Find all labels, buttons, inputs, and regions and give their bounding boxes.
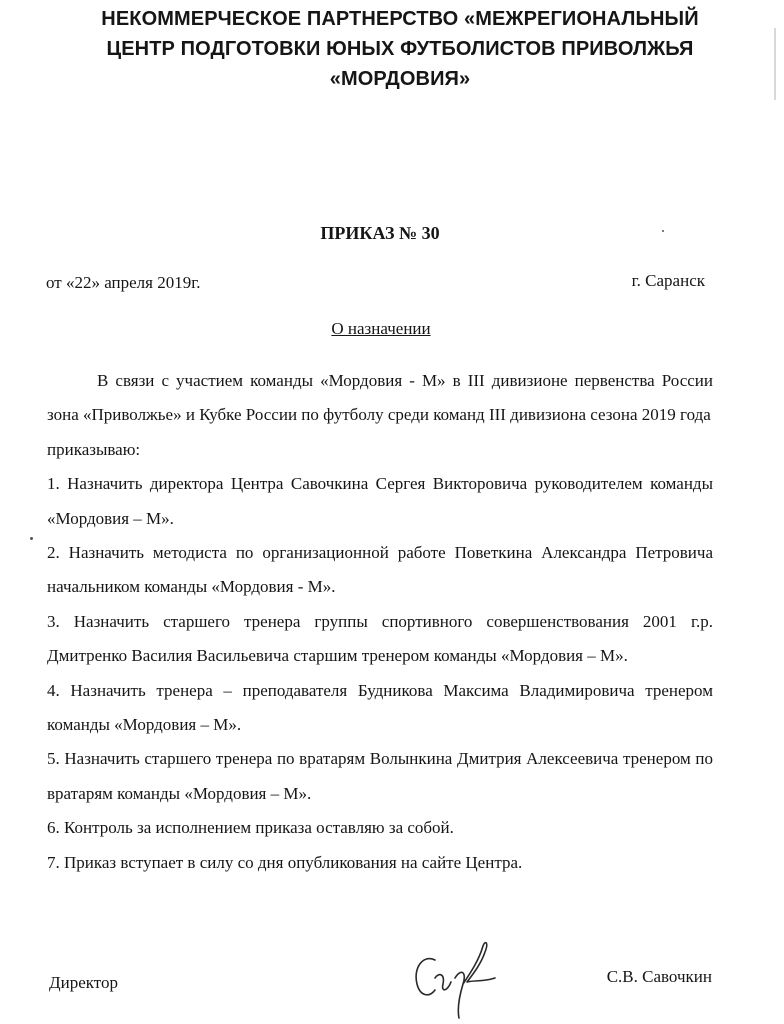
order-city: г. Саранск (631, 271, 705, 290)
scan-speck (662, 230, 664, 232)
organization-name-line-1: НЕКОММЕРЧЕСКОЕ ПАРТНЕРСТВО «МЕЖРЕГИОНАЛЬНЫЙ (101, 8, 699, 30)
organization-header (40, 4, 760, 94)
order-item-6: 6. Контроль за исполнением приказа оставляю за собой. (47, 818, 454, 838)
order-title: ПРИКАЗ № 30 (320, 223, 440, 243)
decree-word: приказываю: (47, 439, 141, 459)
organization-name-line-2: ЦЕНТР ПОДГОТОВКИ ЮНЫХ ФУТБОЛИСТОВ ПРИВОЛЖЬЯ (106, 38, 694, 60)
order-item-7: 7. Приказ вступает в силу со дня опубликования на сайте Центра. (47, 852, 523, 872)
organization-name-line-3: «МОРДОВИЯ» (329, 68, 471, 90)
order-subject: О назначении (331, 319, 431, 338)
order-item-5: 5. Назначить старшего тренера по вратарям Волынкина Дмитрия Алексеевича тренером по вратарям команды «Мордовия – М». (47, 749, 713, 803)
order-body (47, 364, 713, 880)
order-item-4: 4. Назначить тренера – преподавателя Будникова Максима Владимировича тренером команды «Мордовия – М». (47, 680, 713, 735)
order-date: от «22» апреля 2019г. (46, 273, 201, 292)
scan-speck (30, 537, 33, 540)
preamble-paragraph: В связи с участием команды «Мордовия - М» в III дивизионе первенства России зона «Приволжье» и Кубке России по футболу среди команд III дивизиона сезона 2019 года (47, 371, 713, 425)
order-item-2: 2. Назначить методиста по организационной работе Поветкина Александра Петровича начальником команды «Мордовия - М». (47, 543, 713, 597)
order-item-1: 1. Назначить директора Центра Савочкина Сергея Викторовича руководителем команды «Мордовия – М». (47, 474, 713, 528)
signatory-title: Директор (49, 973, 118, 992)
scan-edge-mark (773, 28, 777, 100)
order-item-3: 3. Назначить старшего тренера группы спортивного совершенствования 2001 г.р. Дмитренко Василия Васильевича старшим тренером команды «Мордовия – М». (47, 611, 713, 666)
signatory-name: С.В. Савочкин (606, 967, 712, 986)
handwritten-signature (405, 938, 501, 1020)
